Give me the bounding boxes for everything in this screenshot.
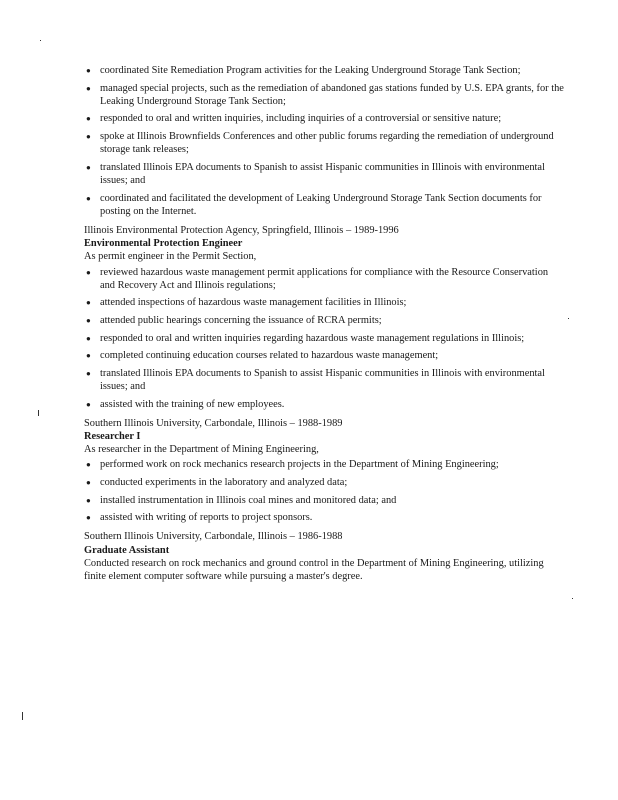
bullet-list [84, 266, 564, 411]
scan-speck [22, 712, 23, 720]
list-item: ● spoke at Illinois Brownfields Conferences and other public forums regarding the remediation of underground storage tank releases; [86, 130, 554, 156]
scan-speck [572, 598, 573, 599]
list-item: ● managed special projects, such as the remediation of abandoned gas stations funded by U.S. EPA grants, for the Leaking Underground Storage Tank Section; [86, 82, 564, 107]
bullet-list [84, 64, 564, 218]
list-item: ● performed work on rock mechanics research projects in the Department of Mining Engineering; [86, 459, 499, 471]
list-item: ● completed continuing education courses related to hazardous waste management; [86, 350, 439, 362]
section-illinois-epa [84, 224, 564, 411]
bullet-icon: ● [86, 495, 91, 505]
list-item: ● coordinated and facilitated the development of Leaking Underground Storage Tank Section documents for posting on the Internet. [86, 192, 542, 217]
bullet-icon: ● [86, 162, 91, 172]
bullet-icon: ● [86, 131, 91, 141]
bullet-icon: ● [86, 114, 91, 124]
bullet-icon: ● [86, 267, 91, 277]
list-item: ● assisted with the training of new employees. [86, 398, 285, 410]
resume-content [84, 64, 564, 589]
section-siu-researcher [84, 417, 564, 525]
bullet-icon: ● [86, 351, 91, 361]
list-item: ● responded to oral and written inquiries, including inquiries of a controversial or sensitive nature; [86, 113, 502, 125]
employer-line: Illinois Environmental Protection Agency, Springfield, Illinois – 1989-1996 [84, 224, 399, 236]
list-item: ● assisted with writing of reports to project sponsors. [86, 512, 313, 524]
list-item: ● installed instrumentation in Illinois coal mines and monitored data; and [86, 494, 397, 506]
list-item: ● translated Illinois EPA documents to Spanish to assist Hispanic communities in Illinois with environmental issues; and [86, 367, 545, 392]
section-siu-graduate-assistant [84, 530, 564, 583]
employer-line: Southern Illinois University, Carbondale, Illinois – 1986-1988 [84, 531, 343, 543]
job-title: Environmental Protection Engineer [84, 238, 243, 250]
employer-line: Southern Illinois University, Carbondale, Illinois – 1988-1989 [84, 417, 343, 429]
bullet-icon: ● [86, 460, 91, 470]
list-item: ● reviewed hazardous waste management permit applications for compliance with the Resource Conservation and Recovery Act and Illinois regulations; [86, 266, 549, 291]
bullet-icon: ● [86, 477, 91, 487]
bullet-icon: ● [86, 333, 91, 343]
list-item: ● attended inspections of hazardous waste management facilities in Illinois; [86, 297, 407, 309]
scan-speck [40, 40, 41, 41]
scan-speck [38, 410, 39, 416]
job-title: Graduate Assistant [84, 544, 170, 556]
list-item: ● attended public hearings concerning the issuance of RCRA permits; [86, 314, 382, 326]
bullet-icon: ● [86, 298, 91, 308]
bullet-icon: ● [86, 368, 91, 378]
list-item: ● coordinated Site Remediation Program activities for the Leaking Underground Storage Tank Section; [86, 65, 521, 76]
bullet-list [84, 458, 564, 524]
bullet-icon: ● [86, 193, 91, 203]
list-item: ● conducted experiments in the laboratory and analyzed data; [86, 476, 348, 488]
role-description: Conducted research on rock mechanics and ground control in the Department of Mining Engineering, utilizing finite element computer software while pursuing a master's degree. [84, 557, 544, 582]
section-continued-duties [84, 64, 564, 218]
bullet-icon: ● [86, 513, 91, 523]
bullet-icon: ● [86, 83, 91, 93]
scan-speck [568, 318, 569, 319]
list-item: ● responded to oral and written inquiries regarding hazardous waste management regulations in Illinois; [86, 332, 525, 344]
job-title: Researcher I [84, 430, 141, 442]
bullet-icon: ● [86, 399, 91, 409]
role-intro: As researcher in the Department of Mining Engineering, [84, 444, 319, 456]
role-intro: As permit engineer in the Permit Section, [84, 251, 257, 263]
bullet-icon: ● [86, 315, 91, 325]
bullet-icon: ● [86, 66, 91, 75]
list-item: ● translated Illinois EPA documents to Spanish to assist Hispanic communities in Illinois with environmental issues; and [86, 161, 545, 186]
